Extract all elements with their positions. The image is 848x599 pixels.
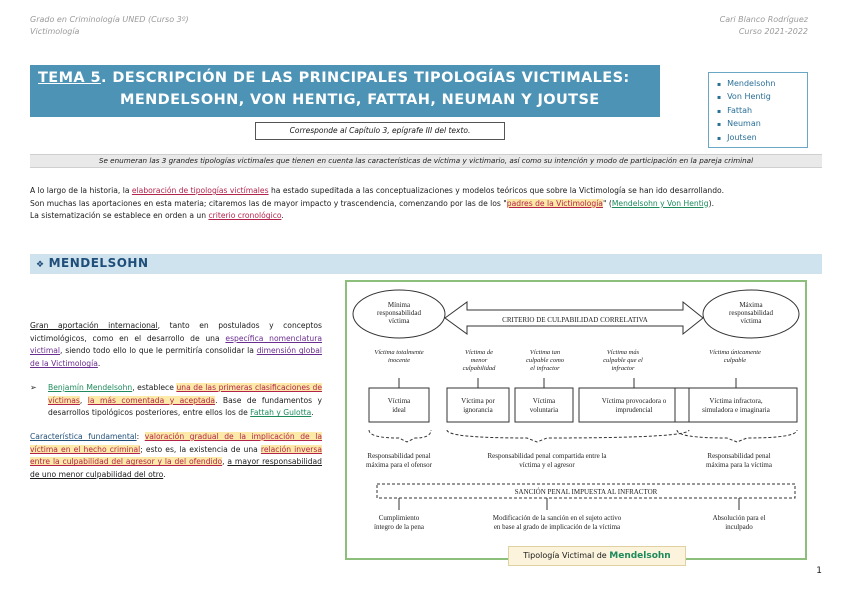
outcome-label: Modificación de la sanción en el sujeto activo en base al grado de implicación de la víctima bbox=[492, 514, 622, 531]
type-box-label: Víctima infractora, simuladora e imaginaria bbox=[702, 397, 770, 414]
type-label: Víctima únicamente culpable bbox=[709, 349, 761, 364]
typology-diagram bbox=[347, 282, 805, 558]
highlight-padres: padres de la Victimología bbox=[506, 198, 603, 208]
type-label: Víctima de menor culpabilidad bbox=[462, 349, 496, 372]
topic-item: ▪ Joutsen bbox=[717, 132, 803, 145]
paragraph-aportacion: Gran aportación internacional, tanto en postulados y conceptos victimológicos, como en el desarrollo de una específica nomenclatura victimal, siendo todo ello lo que le permitiría consolidar la dimensión global de la Victimología. bbox=[30, 321, 323, 369]
intro-summary-bar: Se enumeran las 3 grandes tipologías victimales que tienen en cuenta las características de víctima y victimario, así como su intención y modo de participación en la pareja criminal bbox=[30, 154, 822, 168]
mendelsohn-typology-figure bbox=[345, 280, 807, 560]
page-number: 1 bbox=[816, 566, 822, 576]
outcome-label: Absolución para el inculpado bbox=[712, 514, 766, 531]
header-course: Grado en Criminología UNED (Curso 3º) bbox=[30, 15, 189, 24]
bullet-clasificacion: ➢ Benjamín Mendelsohn, establece una de las primeras clasificaciones de víctimas, la más comentada y aceptada. Base de fundamentos y desarrollos tipológicos posteriores, entre ellos los de Fattah y Gulotta. bbox=[30, 382, 323, 418]
responsibility-label: Responsabilidad penal compartida entre la víctima y el agresor bbox=[487, 452, 607, 469]
title-bar bbox=[30, 65, 660, 117]
title-line-1-text: . DESCRIPCIÓN DE LAS PRINCIPALES TIPOLOGÍAS VICTIMALES: bbox=[100, 70, 630, 86]
intro-sentence-1: A lo largo de la historia, la elaboración de tipologías victímales ha estado supeditada a las conceptualizaciones y modelos teóricos que sobre la Victimología se han ido desarrollando. bbox=[30, 186, 724, 195]
chapter-reference: Corresponde al Capítulo 3, epígrafe III del texto. bbox=[255, 122, 505, 140]
section-bullet-icon: ❖ bbox=[36, 260, 45, 270]
responsibility-label: Responsabilidad penal máxima para la víctima bbox=[706, 452, 772, 469]
header-right bbox=[720, 14, 808, 38]
type-box-label: Víctima voluntaria bbox=[529, 397, 559, 414]
type-label: Víctima más culpable que el infractor bbox=[603, 349, 643, 372]
mendelsohn-text bbox=[30, 320, 322, 493]
tema-label: TEMA 5 bbox=[38, 70, 101, 86]
link-elaboracion: elaboración de tipologías victímales bbox=[131, 186, 269, 195]
type-label: Víctima tan culpable como el infractor bbox=[525, 349, 565, 372]
header-left bbox=[30, 14, 189, 38]
type-box-label: Víctima ideal bbox=[387, 397, 411, 414]
paragraph-caracteristica: Característica fundamental: valoración gradual de la implicación de la víctima en el hecho criminal; esto es, la existencia de una relación inversa entre la culpabilidad del agresor y la del ofendido, a mayor responsabilidad de uno menor culpabilidad del otro. bbox=[30, 431, 323, 480]
type-label: Víctima totalmente inocente bbox=[374, 349, 424, 364]
link-criterio: criterio cronológico bbox=[208, 211, 282, 221]
intro-sentence-3: La sistematización se establece en orden a un criterio cronológico. bbox=[30, 211, 284, 221]
figure-caption: Tipología Victimal de Mendelsohn bbox=[508, 546, 686, 566]
responsibility-label: Responsabilidad penal máxima para el ofensor bbox=[366, 452, 432, 469]
section-bar-mendelsohn bbox=[30, 254, 822, 274]
brace-left bbox=[369, 430, 431, 442]
arrow-bullet-icon: ➢ bbox=[30, 382, 37, 392]
title-line-1 bbox=[38, 70, 630, 86]
intro-paragraph bbox=[30, 185, 820, 223]
header-year: Curso 2021-2022 bbox=[738, 27, 808, 36]
intro-sentence-2: Son muchas las aportaciones en esta materia; citaremos las de mayor impacto y trascendencia, comenzando por las de los "padres de la Victimología" (Mendelsohn y Von Hentig). bbox=[30, 198, 715, 208]
section-title: ❖ MENDELSOHN bbox=[36, 256, 149, 270]
title-line-2: MENDELSOHN, VON HENTIG, FATTAH, NEUMAN Y JOUTSE bbox=[120, 92, 600, 108]
left-ellipse-label: Mínima responsabilidad víctima bbox=[377, 301, 421, 325]
topic-item: ▪ Neuman bbox=[717, 118, 803, 131]
sanction-label: SANCIÓN PENAL IMPUESTA AL INFRACTOR bbox=[514, 488, 658, 496]
topic-item: ▪ Fattah bbox=[717, 105, 803, 118]
brace-middle bbox=[447, 430, 689, 442]
type-box bbox=[369, 388, 429, 422]
type-box bbox=[675, 388, 797, 422]
type-box-label: Víctima por ignorancia bbox=[461, 397, 495, 414]
topic-list bbox=[717, 78, 803, 145]
topic-item: ▪ Mendelsohn bbox=[717, 78, 803, 91]
outcome-label: Cumplimiento íntegro de la pena bbox=[374, 514, 424, 531]
type-box bbox=[515, 388, 573, 422]
header-subject: Victimología bbox=[30, 27, 80, 36]
header-author: Cari Blanco Rodríguez bbox=[719, 15, 808, 24]
type-box bbox=[447, 388, 509, 422]
right-ellipse-label: Máxima responsabilidad víctima bbox=[729, 301, 773, 325]
type-box bbox=[579, 388, 689, 422]
brace-right bbox=[677, 430, 797, 442]
arrow-label: CRITERIO DE CULPABILIDAD CORRELATIVA bbox=[502, 316, 648, 324]
topic-list-box bbox=[708, 72, 808, 148]
type-box-label: Víctima provocadora o imprudencial bbox=[601, 397, 667, 414]
link-mendelsohn-hentig: Mendelsohn y Von Hentig bbox=[611, 198, 709, 208]
topic-item: ▪ Von Hentig bbox=[717, 91, 803, 104]
